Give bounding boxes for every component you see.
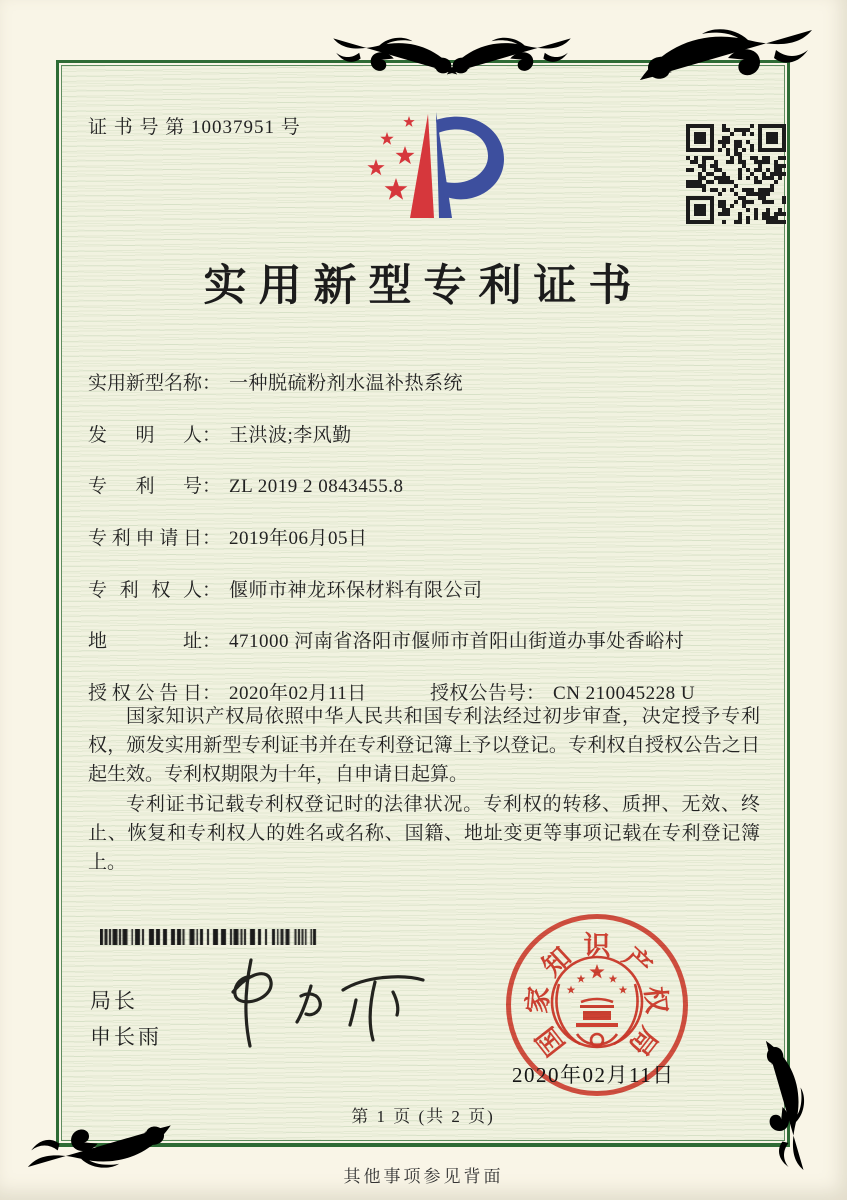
seal-date: 2020年02月11日 [512, 1063, 675, 1087]
signer-title: 局长 [90, 990, 138, 1013]
legal-paragraph-2: 专利证书记载专利权登记时的法律状况。专利权的转移、质押、无效、终止、恢复和专利权人的姓名或名称、国籍、地址变更等事项记载在专利登记簿上。 [88, 794, 760, 873]
seal-char: 知 [536, 941, 577, 982]
field-value: 偃师市神龙环保材料有限公司 [229, 580, 483, 601]
field-colon: ： [202, 476, 222, 497]
seal-char: 局 [623, 1021, 665, 1062]
field-label: 地址 [88, 631, 202, 652]
field-row-grant [88, 678, 760, 705]
page-indicator: 第 1 页 (共 2 页) [351, 1107, 495, 1126]
logo-p-bowl [436, 117, 504, 200]
seal-char: 产 [617, 941, 658, 982]
national-emblem-icon [547, 950, 647, 1060]
field-label: 发明人 [88, 425, 202, 446]
field-colon: ： [202, 683, 222, 704]
field-colon: ： [202, 425, 222, 446]
field-row-patent-no [88, 471, 760, 498]
field-row-inventor [88, 420, 760, 447]
back-side-note: 其他事项参见背面 [343, 1167, 504, 1186]
commissioner-signature [205, 952, 435, 1052]
seal-char: 家 [521, 985, 554, 1015]
field-colon: ： [202, 580, 222, 601]
seal-char: 识 [583, 930, 611, 961]
signer-name: 申长雨 [90, 1026, 162, 1049]
field-row-patentee [88, 575, 760, 602]
field-label: 专利号 [88, 476, 202, 497]
field-label: 专利申请日 [88, 528, 202, 549]
field-value: 471000 河南省洛阳市偃师市首阳山街道办事处香峪村 [229, 631, 685, 652]
field-value: 2020年02月11日 [229, 683, 367, 704]
field-row-address [88, 626, 760, 653]
qr-code [686, 124, 786, 224]
field-row-filing-date [88, 523, 760, 550]
certificate-title: 实用新型专利证书 [203, 263, 644, 310]
grant-number-pair [430, 678, 695, 705]
legal-paragraph-1: 国家知识产权局依照中华人民共和国专利法经过初步审查，决定授予专利权，颁发实用新型专利证书并在专利登记簿上予以登记。专利权自授权公告之日起生效。专利权期限为十年，自申请日起算。 [88, 706, 760, 785]
certificate-number: 证 书 号 第 10037951 号 [88, 117, 301, 138]
field-value: CN 210045228 U [553, 683, 696, 704]
field-colon: ： [202, 631, 222, 652]
field-value: 一种脱硫粉剂水温补热系统 [229, 373, 464, 394]
field-colon: ： [526, 683, 546, 704]
field-value: 2019年06月05日 [229, 528, 368, 549]
seal-char: 权 [640, 985, 673, 1015]
logo-red-wedge [410, 114, 434, 218]
field-row-name [88, 368, 760, 395]
field-colon: ： [202, 528, 222, 549]
field-label: 授权公告日 [88, 683, 202, 704]
field-colon: ： [202, 373, 222, 394]
field-label: 专利权人 [88, 580, 202, 601]
field-value: ZL 2019 2 0843455.8 [229, 476, 404, 497]
barcode [100, 929, 318, 945]
cnipa-logo [352, 106, 512, 242]
field-value: 王洪波;李风勤 [229, 425, 352, 446]
seal-char: 国 [529, 1021, 571, 1062]
field-label: 实用新型名称 [88, 373, 203, 394]
field-label: 授权公告号 [430, 683, 526, 704]
